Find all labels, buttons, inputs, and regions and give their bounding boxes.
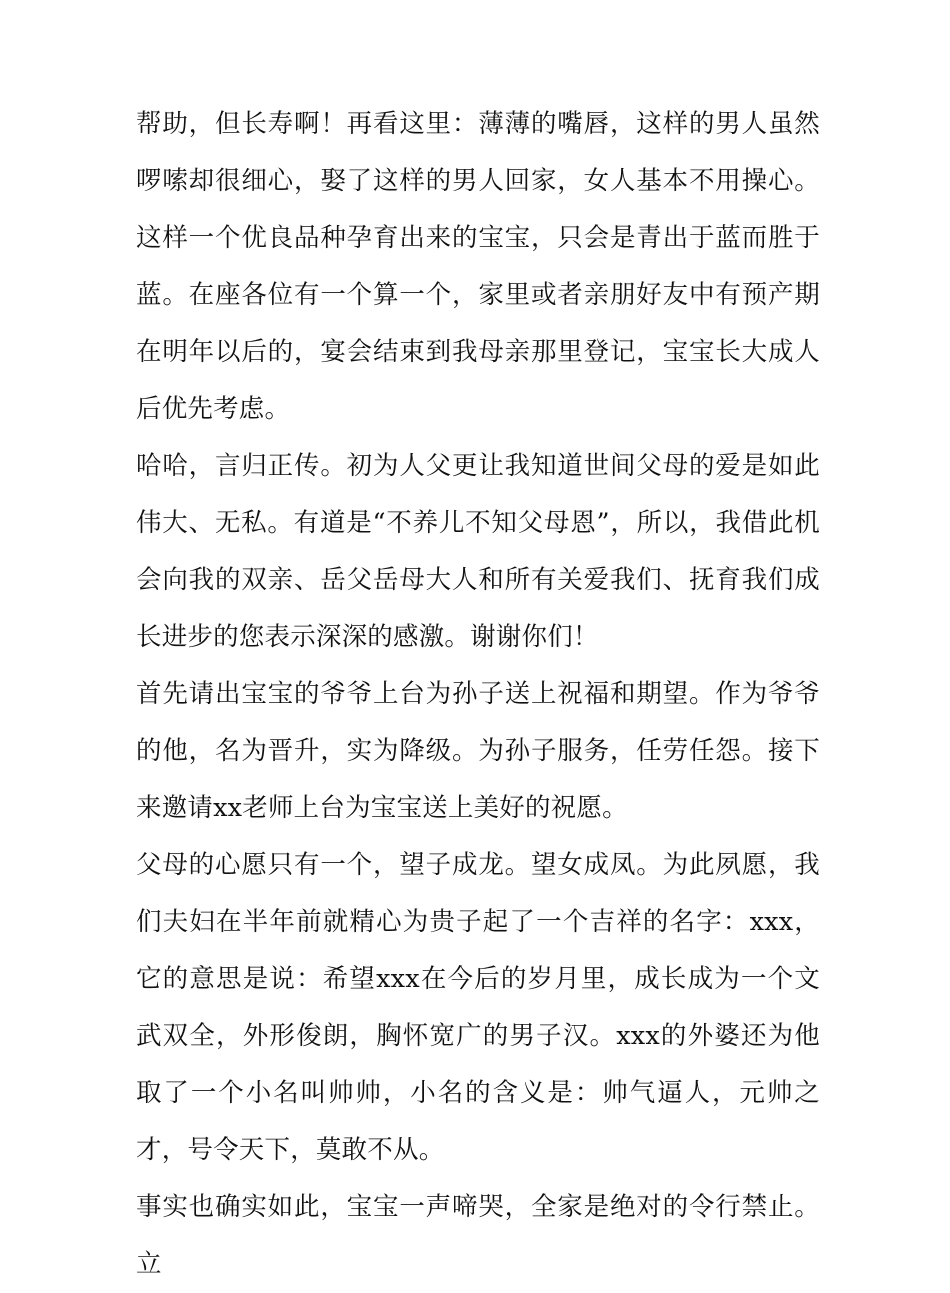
paragraph-3: 首先请出宝宝的爷爷上台为孙子送上祝福和期望。作为爷爷的他，名为晋升，实为降级。为孙子服务，任劳任怨。接下来邀请xx老师上台为宝宝送上美好的祝愿。 xyxy=(136,679,820,823)
paragraph-1: 帮助，但长寿啊！再看这里：薄薄的嘴唇，这样的男人虽然啰嗦却很细心，娶了这样的男人回家，女人基本不用操心。这样一个优良品种孕育出来的宝宝，只会是青出于蓝而胜于蓝。在座各位有一个算一个，家里或者亲朋好友中有预产期在明年以后的，宴会结束到我母亲那里登记，宝宝长大成人后优先考虑。 xyxy=(136,109,820,424)
document-body xyxy=(136,96,820,1293)
paragraph-4: 父母的心愿只有一个，望子成龙。望女成凤。为此夙愿，我们夫妇在半年前就精心为贵子起了一个吉祥的名字：xxx，它的意思是说：希望xxx在今后的岁月里，成长成为一个文武双全，外形俊朗，胸怀宽广的男子汉。xxx的外婆还为他取了一个小名叫帅帅，小名的含义是：帅气逼人，元帅之才，号令天下，莫敢不从。 xyxy=(136,850,820,1165)
paragraph-2: 哈哈，言归正传。初为人父更让我知道世间父母的爱是如此伟大、无私。有道是“不养儿不知父母恩”，所以，我借此机会向我的双亲、岳父岳母大人和所有关爱我们、抚育我们成长进步的您表示深深的感激。谢谢你们！ xyxy=(136,451,820,652)
paragraph-5: 事实也确实如此，宝宝一声啼哭，全家是绝对的令行禁止。立 xyxy=(136,1192,820,1279)
